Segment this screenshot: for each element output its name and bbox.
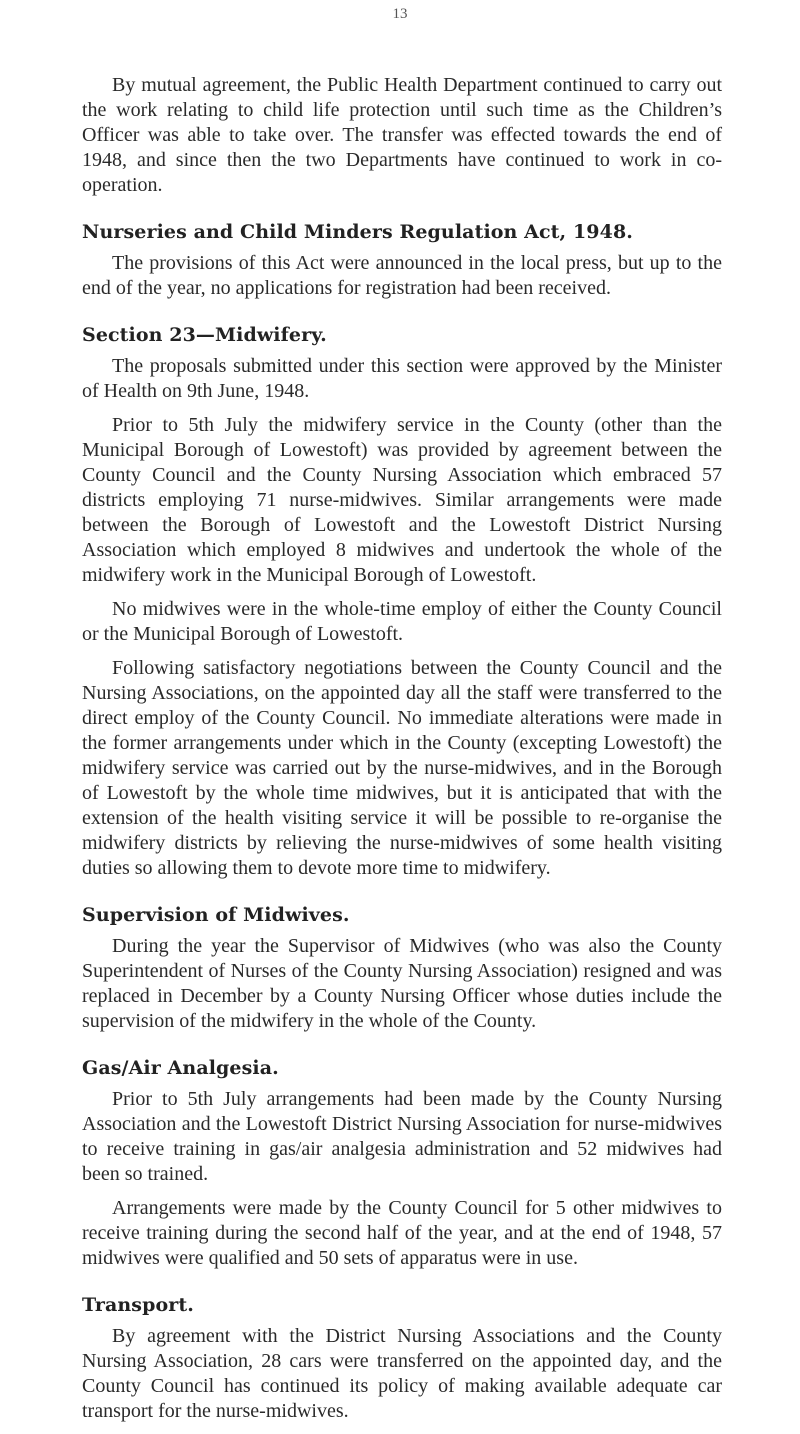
nurseries-act-paragraph: The provisions of this Act were announced in the local press, but up to the end of the year, no applications for registration had been received. (82, 252, 722, 299)
gas-air-paragraph-2: Arrangements were made by the County Council for 5 other midwives to receive training during the second half of the year, and at the end of 1948, 57 midwives were qualified and 50 sets of apparatus were in use. (82, 1197, 722, 1269)
midwifery-paragraph-3: No midwives were in the whole-time employ of either the County Council or the Municipal Borough of Lowestoft. (82, 598, 722, 645)
heading-midwifery: Section 23—Midwifery. (82, 324, 327, 346)
intro-paragraph: By mutual agreement, the Public Health Department continued to carry out the work relating to child life protection until such time as the Children’s Officer was able to take over. The transfer was effected towards the end of 1948, and since then the two Departments have continued to work in co-operation. (82, 74, 722, 196)
midwifery-paragraph-1: The proposals submitted under this section were approved by the Minister of Health on 9th June, 1948. (82, 355, 722, 402)
gas-air-paragraph-1: Prior to 5th July arrangements had been made by the County Nursing Association and the Lowestoft District Nursing Association for nurse-midwives to receive training in gas/air analgesia administration and 52 midwives had been so trained. (82, 1088, 722, 1185)
heading-transport: Transport. (82, 1294, 194, 1316)
heading-gas-air-analgesia: Gas/Air Analgesia. (82, 1057, 279, 1079)
midwifery-paragraph-2: Prior to 5th July the midwifery service in the County (other than the Municipal Borough of Lowestoft) was provided by agreement between the County Council and the County Nursing Association which embraced 57 districts employing 71 nurse-midwives. Similar arrangements were made between the Borough of Lowestoft and the Lowestoft District Nursing Association which employed 8 midwives and undertook the whole of the midwifery work in the Municipal Borough of Lowestoft. (82, 414, 722, 586)
transport-paragraph: By agreement with the District Nursing Associations and the County Nursing Association, 28 cars were transferred on the appointed day, and the County Council has continued its policy of making available adequate car transport for the nurse-midwives. (82, 1325, 722, 1422)
document-page (82, 73, 722, 1424)
heading-nurseries-act: Nurseries and Child Minders Regulation Act, 1948. (82, 221, 633, 243)
heading-supervision: Supervision of Midwives. (82, 904, 350, 926)
supervision-paragraph: During the year the Supervisor of Midwives (who was also the County Superintendent of Nurses of the County Nursing Association) resigned and was replaced in December by a County Nursing Officer whose duties include the supervision of the midwifery in the whole of the County. (82, 935, 722, 1032)
midwifery-paragraph-4: Following satisfactory negotiations between the County Council and the Nursing Associations, on the appointed day all the staff were transferred to the direct employ of the County Council. No immediate alterations were made in the former arrangements under which in the County (excepting Lowestoft) the midwifery service was carried out by the nurse-midwives, and in the Borough of Lowestoft by the whole time midwives, but it is anticipated that with the extension of the health visiting service it will be possible to re-organise the midwifery districts by relieving the nurse-midwives of some health visiting duties so allowing them to devote more time to midwifery. (82, 657, 722, 879)
page-number: 13 (392, 6, 408, 22)
